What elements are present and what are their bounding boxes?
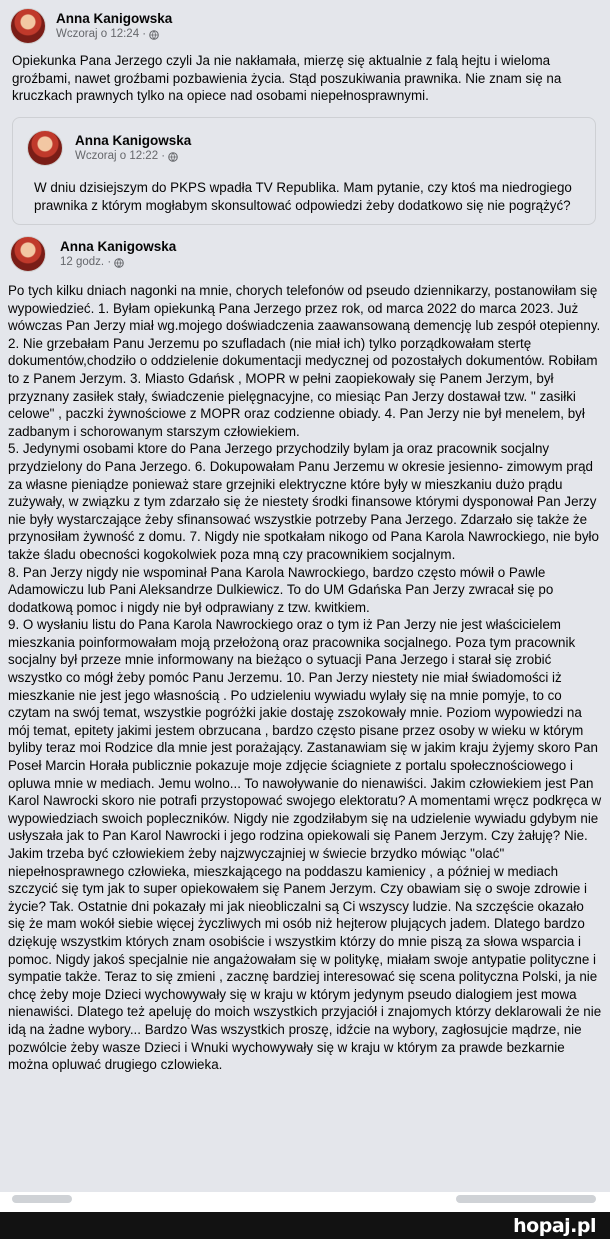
- site-logo: [513, 1215, 596, 1237]
- comments-shares-count[interactable]: [456, 1195, 596, 1203]
- watermark-bar: [0, 1212, 610, 1239]
- post-text: Opiekunka Pana Jerzego czyli Ja nie nakłamała, mierzę się aktualnie z falą hejtu i wieloma groźbami, nawet groźbami pozbawienia życia. Stąd poszukiwania prawnika. Nie znam się na kruczkach prawnych tylko na opiece nad osobami niepełnosprawnymi.: [12, 53, 562, 104]
- post-author-info: [75, 132, 191, 164]
- post-meta: [56, 27, 172, 42]
- shared-post-header: [27, 130, 191, 166]
- post-timestamp[interactable]: Wczoraj o 12:24 ·: [56, 28, 147, 40]
- post-timestamp[interactable]: 12 godz. ·: [60, 256, 112, 268]
- reaction-count[interactable]: [12, 1195, 72, 1203]
- post-paragraph: 5. Jedynymi osobami ktore do Pana Jerzego przychodzily bylam ja oraz pracownik socjalny przydzielony do Pana Jerzego. 6. Dokupowałam Panu Jerzemu w okresie jesienno- zimowym prąd za własne pieniądze ponieważ stare grzejniki elektryczne które były w mieszkaniu dużo prądu zużywały, w związku z tym zdarzało się że niestety środki finansowe którymi dysponował Pan Jerzy nie były wystarczające żeby sfinansować wszystkie potrzeby Pana Jerzego. Zdarzało się także że przynosiłam żywność z domu. 7. Nigdy nie spotkałam nikogo od Pana Karola Nawrockiego, nie było także śladu obecności kogokolwiek poza mną czy pracownikiem socjalnym.: [8, 441, 599, 562]
- divider: [0, 230, 610, 232]
- post-paragraph: Po tych kilku dniach nagonki na mnie, chorych telefonów od pseudo dziennikarzy, postanowiłam się wypowiedzieć. 1. Byłam opiekunką Pana Jerzego przez rok, od marca 2022 do marca 2023. Już wówczas Pan Jerzy miał wg.mojego doświadczenia zaawansowaną demencję lub zespół otepienny. 2. Nie grzebałam Panu Jerzemu po szufladach (nie miał ich) tylko porządkowałam stertę dokumentów,chodziło o oddzielenie dokumentacji medycznej od pozostałych dokumentów. Robiłam to z Panem Jerzym. 3. Miasto Gdańsk , MOPR w pełni zaopiekowały się Panem Jerzym, był przyznany zasiłek stały, świadczenie pielęgnacyjne, co miesiąc Pan Jerzy dostawał tzw. " zasiłki celowe" , paczki żywnościowe z MOPR oraz codzienne obiady. 4. Pan Jerzy nie był menelem, był zadbanym i schorowanym starszym człowiekiem.: [8, 283, 601, 439]
- post-paragraph: 8. Pan Jerzy nigdy nie wspominał Pana Karola Nawrockiego, bardzo często mówił o Pawle Adamowiczu lub Pani Aleksandrze Dulkiewicz. To do UM Gdańska Pan Jerzy zwracał się po dodatkową pomoc i nigdy nie był odprawiany z tzw. kwitkiem.: [8, 564, 554, 615]
- avatar[interactable]: [27, 130, 63, 166]
- author-name[interactable]: Anna Kanigowska: [60, 239, 177, 254]
- post-paragraph: 9. O wysłaniu listu do Pana Karola Nawrockiego oraz o tym iż Pan Jerzy nie jest właścicielem mieszkania poinformowałam moją przełożoną oraz pracownika socjalnego. Poza tym pracownik socjalny był przeze mnie informowany na bieżąco o sytuacji Pana Jerzego i starał się zrobić wszystko co mógł żeby pomóc Panu Jerzemu. 10. Pan Jerzy niestety nie miał świadomości iż mieszkanie nie jest jego własnością . Po udzieleniu wywiadu wylały się na mnie pomyje, to co czytam na swój temat, wszystkie pogróżki jakie dostaję zszokowały mnie. Poziom wypowiedzi na mój temat, epitety jakimi jestem obrzucana , bardzo często pisane przez osoby w wieku w którym byliby teraz moi Rodzice dla mnie jest porażający. Zastanawiam się w jakim kraju żyjemy skoro Pan Poseł Marcin Horała publicznie pokazuje moje zdjęcie ściagniete z portalu społecznościowego i opluwa mnie w mediach. Jemu wolno... To nawoływanie do nienawiści. Jakim człowiekiem jest Pan Karol Nawrocki skoro nie potrafi przystopować swojego elektoratu? A momentami wręcz podkręca w wypowiedziach swoich popleczników. Nigdy nie zgodziłabym się na udzielenie wywiadu gdybym nie usłyszała jak to Pan Karol Nawrocki i jego rodzina opiekowali się Panem Jerzym. Czy żałuję? Nie. Jakim trzeba być człowiekiem żeby najzwyczajniej w świecie brzydko mówiąc "olać" niepełnosprawnego człowieka, mieszkającego na poddaszu kamienicy , a później w mediach szczycić się tym jak to super opiekowałem się Panem Jerzym. Czy obawiam się o swoje zdrowie i życie? Tak. Ostatnie dni pokazały mi jak nieobliczalni są Ci wszyscy ludzie. Na szczęście okazało się że mam wokół siebie więcej życzliwych mi osób niż hejterow plujących jadem. Dlatego bardzo dziękuję wszystkim których znam osobiście i wszystkim którzy do mnie piszą za słowa wsparcia i pomoc. Nigdy jakoś specjalnie nie angażowałam się w politykę, miałam swoje antypatie polityczne i sympatie także. Teraz to się zmieni , zacznę bardziej interesować się scena polityczna Polski, ja nie chcę żeby moje Dzieci wychowywały się w kraju w którym jedynym pseudo dialogiem jest mowa nienawiści. Dlatego też apeluję do moich wszystkich przyjaciół i znajomych którzy deklarowali że nie idą na żadne wybory... Bardzo Was wszystkich proszę, idźcie na wybory, zagłosujcie mądrze, nie pozwólcie żeby wasze Dzieci i Wnuki wychowywały się w kraju w którym za prawde bezkarnie można opluwać drugiego czlowieka.: [8, 617, 602, 1073]
- post-timestamp[interactable]: Wczoraj o 12:22 ·: [75, 150, 166, 162]
- avatar[interactable]: [10, 236, 46, 272]
- post-meta: [60, 255, 176, 270]
- post-header: [10, 8, 172, 44]
- post-author-info: [56, 10, 172, 42]
- post-header: [10, 236, 176, 272]
- post-text: [8, 282, 602, 1074]
- post-author-info: [60, 238, 176, 270]
- author-name[interactable]: Anna Kanigowska: [56, 11, 173, 26]
- logo-tld: .pl: [570, 1215, 596, 1237]
- globe-icon: [168, 152, 178, 162]
- shared-post-text: W dniu dzisiejszym do PKPS wpadła TV Republika. Mam pytanie, czy ktoś ma niedrogiego prawnika z którym mogłabym skonsultować odpowiedzi żeby dodatkowo się nie pogrążyć?: [34, 180, 572, 213]
- logo-name: hopaj: [513, 1215, 571, 1237]
- globe-icon: [114, 258, 124, 268]
- author-name[interactable]: Anna Kanigowska: [75, 133, 192, 148]
- post-meta: [75, 149, 191, 164]
- shared-post[interactable]: [12, 117, 596, 225]
- avatar[interactable]: [10, 8, 46, 44]
- globe-icon: [149, 30, 159, 40]
- reactions-bar: [0, 1192, 610, 1212]
